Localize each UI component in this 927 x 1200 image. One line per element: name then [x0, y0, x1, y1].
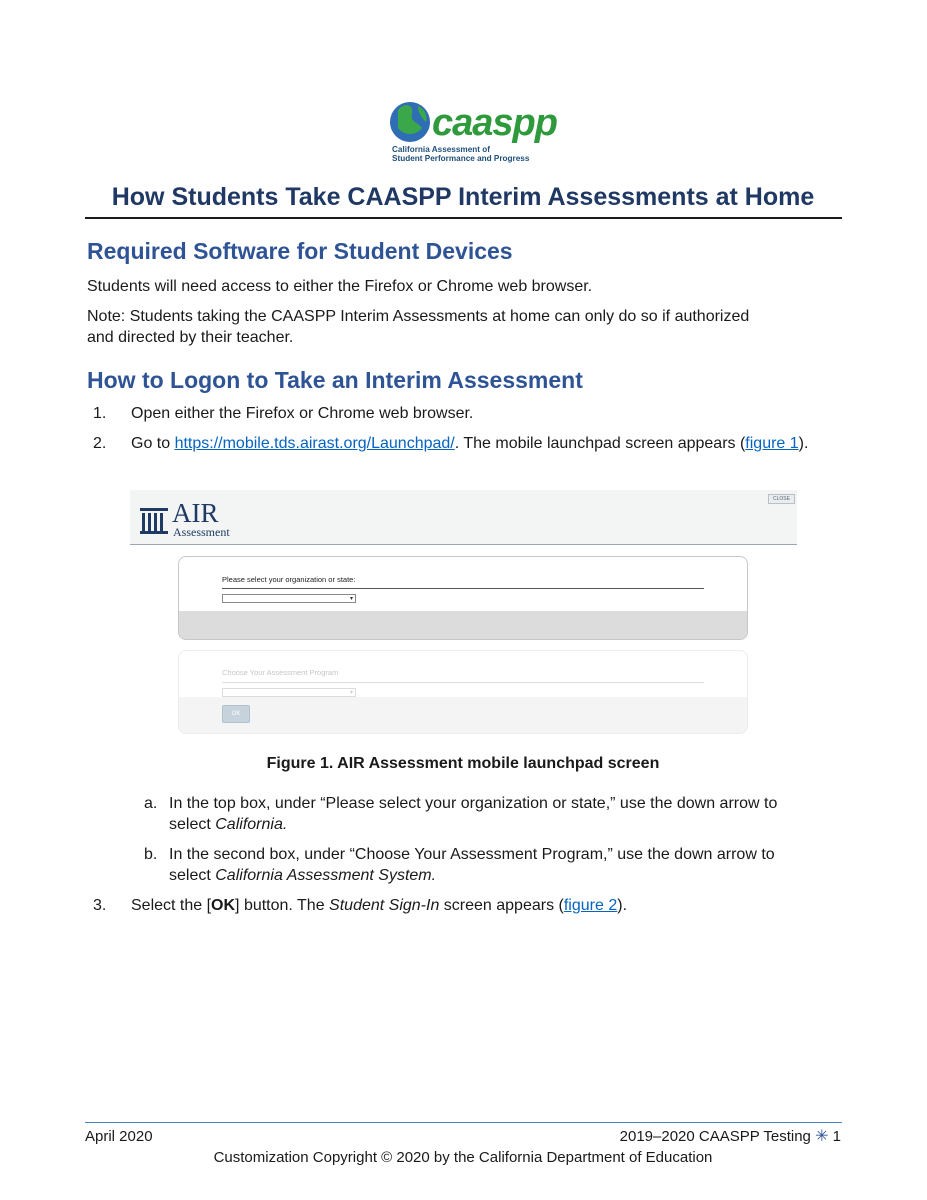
panel-footer	[179, 697, 747, 733]
launchpad-screenshot	[130, 490, 797, 740]
footer-date: April 2020	[85, 1128, 153, 1145]
figure-2-link[interactable]: figure 2	[563, 897, 618, 914]
footer-copyright: Customization Copyright © 2020 by the California Department of Education	[213, 1149, 713, 1166]
section-heading-logon: How to Logon to Take an Interim Assessment	[87, 367, 583, 393]
figure-caption: Figure 1. AIR Assessment mobile launchpad screen	[266, 755, 660, 772]
document-title: How Students Take CAASPP Interim Assessments at Home	[111, 183, 815, 211]
step-2-text: Go to https://mobile.tds.airast.org/Launchpad/. The mobile launchpad screen appears (figure 1).	[131, 435, 809, 452]
substep-letter: b.	[144, 846, 158, 863]
assessment-program-panel	[178, 650, 748, 734]
step-number: 1.	[93, 405, 107, 422]
step-number: 2.	[93, 435, 107, 452]
software-paragraph: Students will need access to either the Firefox or Chrome web browser.	[87, 278, 593, 295]
note-paragraph: Note: Students taking the CAASPP Interim Assessments at home can only do so if authorized and directed by their teacher.	[87, 308, 750, 346]
organization-select[interactable]: ▾	[222, 594, 356, 603]
launchpad-url-link[interactable]: https://mobile.tds.airast.org/Launchpad/	[174, 435, 455, 452]
logo-subtitle: California Assessment of Student Performance and Progress	[392, 145, 530, 164]
page-number: 1	[832, 1128, 841, 1145]
close-button[interactable]: CLOSE	[768, 494, 795, 504]
assessment-program-select[interactable]: ▾	[222, 688, 356, 697]
organization-label: Please select your organization or state:	[222, 575, 356, 584]
panel-divider	[222, 682, 704, 683]
step-1-text: Open either the Firefox or Chrome web browser.	[131, 405, 474, 422]
footer-program: 2019–2020 CAASPP Testing ✳ 1	[619, 1128, 841, 1145]
footer-divider	[85, 1122, 842, 1123]
step-number: 3.	[93, 897, 107, 914]
air-building-icon	[138, 504, 170, 536]
step-3-text: Select the [OK] button. The Student Sign-In screen appears (figure 2).	[131, 897, 628, 914]
logo-wordmark: caaspp	[432, 102, 557, 144]
panel-divider	[222, 588, 704, 589]
screenshot-header	[130, 490, 797, 545]
air-brand-sub: Assessment	[173, 525, 230, 539]
assessment-program-label: Choose Your Assessment Program	[222, 668, 339, 677]
title-divider	[85, 217, 842, 219]
star-icon: ✳	[815, 1128, 829, 1145]
organization-panel	[178, 556, 748, 640]
ok-button[interactable]: OK	[222, 705, 250, 723]
substep-a-text: In the top box, under “Please select your organization or state,” use the down arrow to select California.	[169, 795, 778, 833]
section-heading-software: Required Software for Student Devices	[87, 238, 513, 264]
air-brand: AIR	[172, 498, 219, 528]
substep-b-text: In the second box, under “Choose Your Assessment Program,” use the down arrow to select California Assessment System.	[169, 846, 775, 884]
substep-letter: a.	[144, 795, 158, 812]
figure-1-link[interactable]: figure 1	[745, 435, 799, 452]
panel-footer	[179, 611, 747, 639]
